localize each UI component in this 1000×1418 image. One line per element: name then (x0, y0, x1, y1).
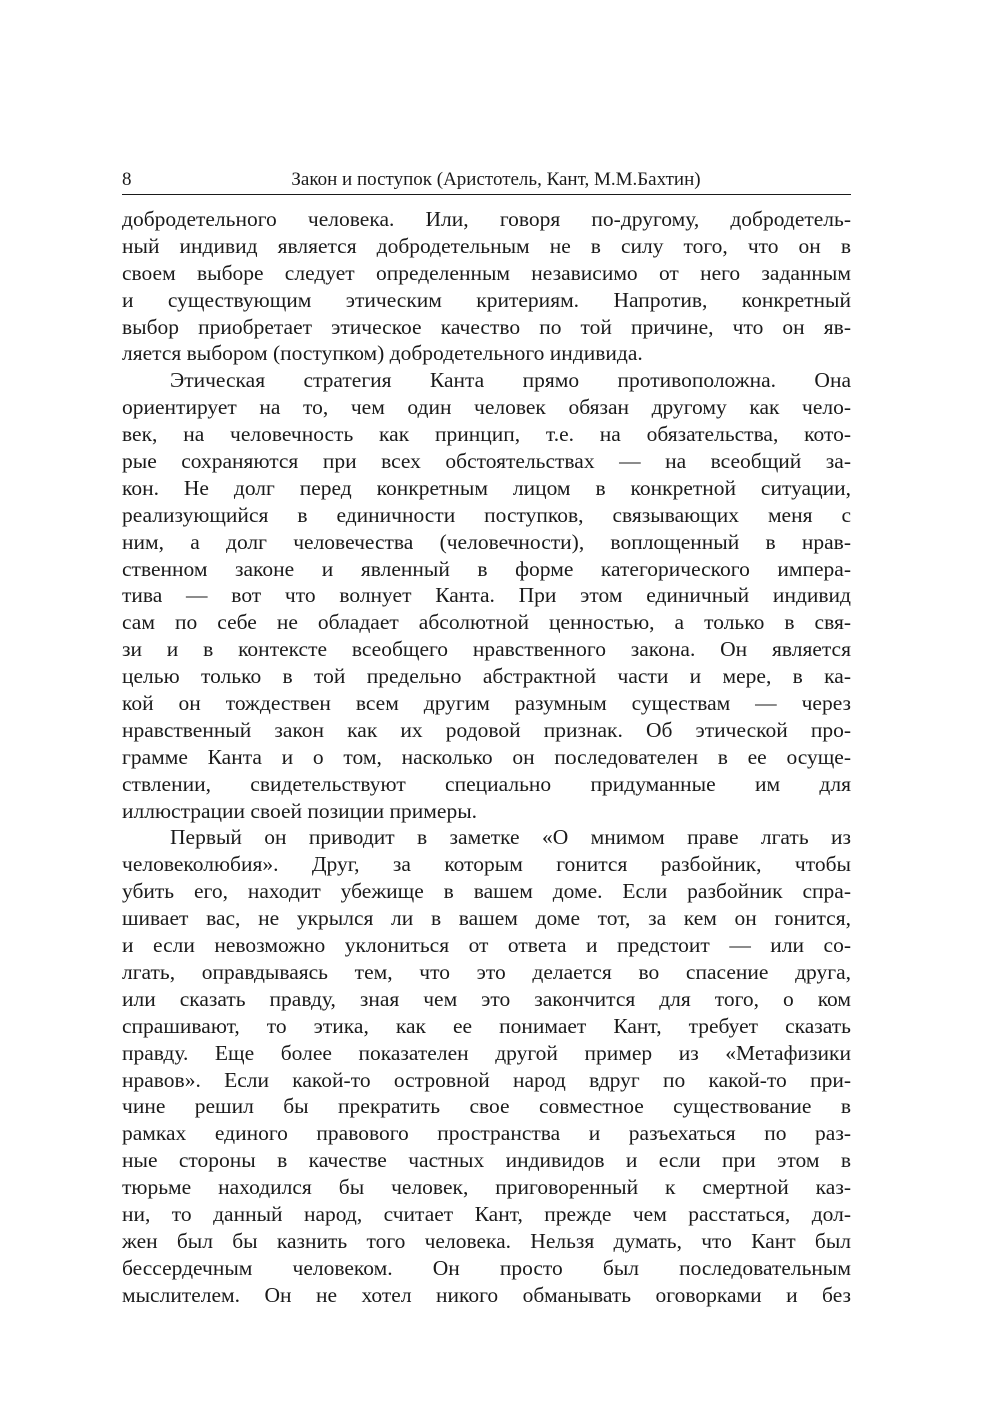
body-text (122, 206, 851, 1309)
text-line: своем выборе следует определенным независимо от него заданным (122, 260, 851, 285)
text-line: иллюстрации своей позиции примеры. (122, 798, 478, 823)
text-line: добродетельного человека. Или, говоря по-другому, добродетель- (122, 207, 851, 231)
text-line: реализующийся в единичности поступков, связывающих меня с (122, 502, 851, 527)
text-line: ные стороны в качестве частных индивидов и если при этом в (122, 1148, 851, 1173)
header-rule (122, 194, 851, 195)
text-line: тива — вот что волнует Канта. При этом единичный индивид (122, 583, 851, 608)
text-line: или сказать правду, зная чем это закончится для того, о ком (122, 986, 851, 1011)
text-line: ним, а долг человечества (человечности), воплощенный в нрав- (122, 529, 851, 554)
text-line: сам по себе не обладает абсолютной ценностью, а только в свя- (122, 610, 851, 635)
text-line: чине решил бы прекратить свое совместное существование в (122, 1094, 851, 1119)
running-title: Закон и поступок (Аристотель, Кант, М.М.Бахтин) (291, 169, 701, 190)
text-line: рамках единого правового пространства и разъехаться по раз- (122, 1121, 851, 1146)
text-line: ственном законе и явленный в форме категорического импера- (122, 556, 851, 581)
text-line: нравов». Если какой-то островной народ вдруг по какой-то при- (122, 1067, 851, 1092)
text-line: жен был бы казнить того человека. Нельзя думать, что Кант был (122, 1228, 851, 1253)
text-line: и существующим этическим критериям. Напротив, конкретный (122, 287, 851, 312)
text-line: шивает вас, не укрылся ли в вашем доме тот, за кем он гонится, (122, 906, 851, 931)
text-line: убить его, находит убежище в вашем доме. Если разбойник спра- (122, 879, 851, 904)
text-line: нравственный закон как их родовой признак. Об этической про- (122, 717, 851, 742)
text-line: кон. Не долг перед конкретным лицом в конкретной ситуации, (122, 475, 851, 500)
text-line: ориентирует на то, чем один человек обязан другому как чело- (122, 395, 851, 420)
text-line: бессердечным человеком. Он просто был последовательным (122, 1255, 851, 1280)
text-line: ни, то данный народ, считает Кант, прежде чем расстаться, дол- (122, 1201, 851, 1226)
paragraph-1 (122, 206, 851, 367)
text-line: Этическая стратегия Канта прямо противоположна. Она (170, 368, 851, 393)
page-number: 8 (122, 169, 132, 190)
text-line: выбор приобретает этическое качество по той причине, что он яв- (122, 314, 851, 339)
text-line: зи и в контексте всеобщего нравственного закона. Он является (122, 637, 851, 662)
text-line: век, на человечность как принцип, т.е. на обязательства, кото- (122, 422, 851, 447)
text-line: грамме Канта и о том, насколько он последователен в ее осуще- (122, 744, 851, 769)
text-line: Первый он приводит в заметке «О мнимом праве лгать из (170, 825, 851, 850)
paragraph-3 (122, 824, 851, 1308)
text-line: спрашивают, то этика, как ее понимает Кант, требует сказать (122, 1013, 851, 1038)
text-line: человеколюбия». Друг, за которым гонится разбойник, чтобы (122, 852, 851, 877)
text-line: кой он тождествен всем другим разумным существам — через (122, 691, 851, 716)
running-head (122, 168, 850, 192)
paragraph-2 (122, 367, 851, 824)
text-line: рые сохраняются при всех обстоятельствах — на всеобщий за- (122, 449, 851, 474)
text-line: ляется выбором (поступком) добродетельного индивида. (122, 341, 643, 366)
text-line: ствлении, свидетельствуют специально придуманные им для (122, 771, 851, 796)
text-line: ный индивид является добродетельным не в силу того, что он в (122, 233, 851, 258)
text-line: мыслителем. Он не хотел никого обманывать оговорками и без (122, 1282, 851, 1307)
text-line: и если невозможно уклониться от ответа и предстоит — или со- (122, 933, 851, 958)
text-line: правду. Еще более показателен другой пример из «Метафизики (122, 1040, 851, 1065)
text-line: тюрьме находился бы человек, приговоренный к смертной каз- (122, 1175, 851, 1200)
text-line: целью только в той предельно абстрактной части и мере, в ка- (122, 664, 851, 689)
text-line: лгать, оправдываясь тем, что это делается во спасение друга, (122, 959, 851, 984)
